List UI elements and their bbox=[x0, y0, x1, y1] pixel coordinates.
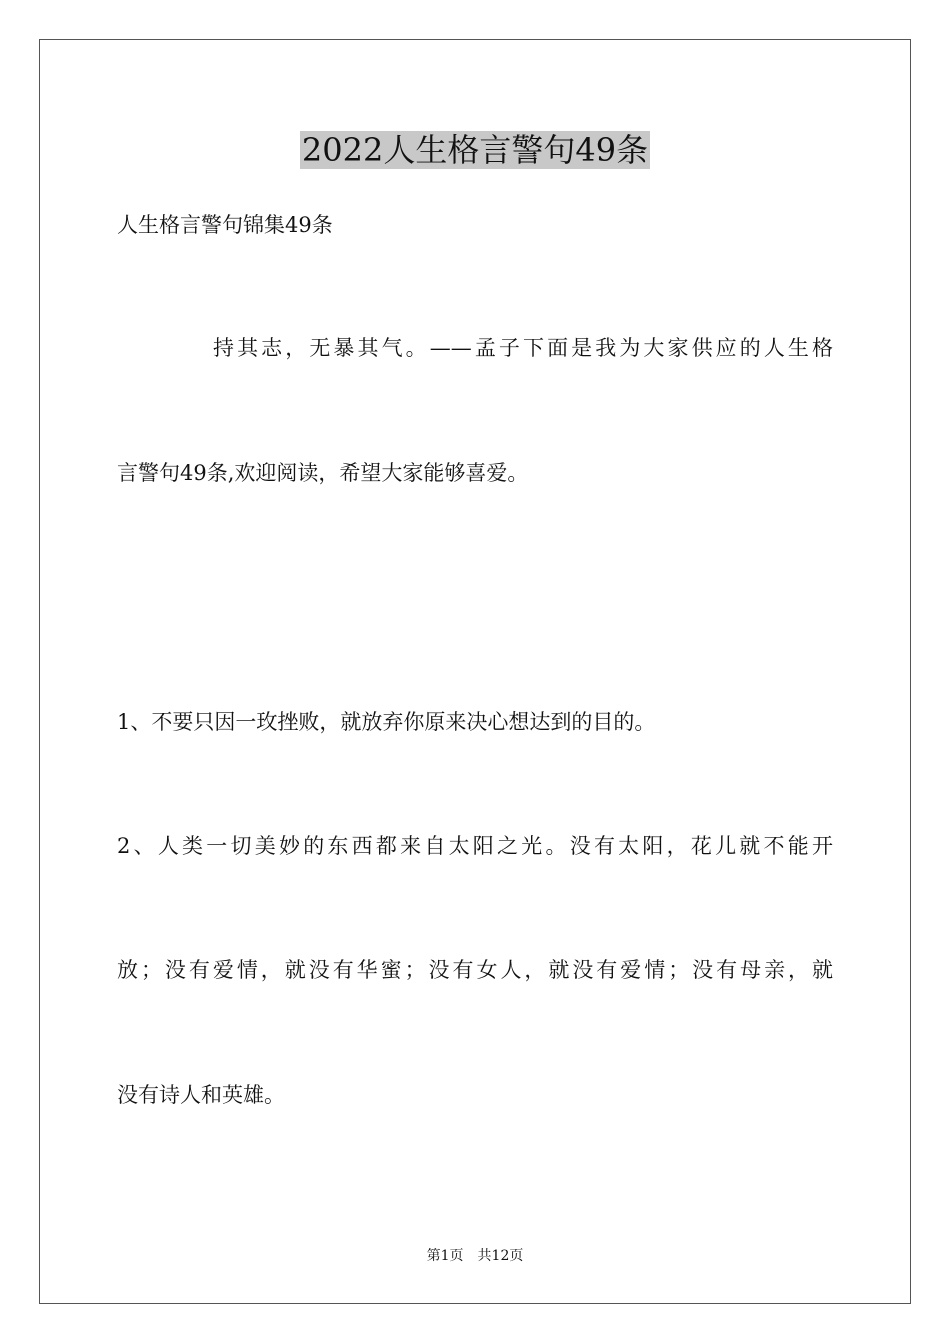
page-number-footer: 第1页 共12页 bbox=[426, 1248, 524, 1264]
document-title bbox=[0, 128, 950, 172]
document-title-text: 2022人生格言警句49条 bbox=[301, 131, 649, 169]
item-2-line-2: 放；没有爱情，就没有华蜜；没有女人，就没有爱情；没有母亲，就 bbox=[117, 958, 833, 982]
item-2-line-1: 2、人类一切美妙的东西都来自太阳之光。没有太阳，花儿就不能开 bbox=[117, 834, 833, 858]
document-subtitle: 人生格言警句锦集49条 bbox=[117, 213, 333, 237]
intro-line-1: 持其志，无暴其气。——孟子下面是我为大家供应的人生格 bbox=[213, 336, 833, 360]
intro-line-2: 言警句49条,欢迎阅读，希望大家能够喜爱。 bbox=[117, 461, 529, 485]
item-2-line-3: 没有诗人和英雄。 bbox=[117, 1083, 285, 1107]
item-1-line-1: 1、不要只因一玫挫败，就放弃你原来决心想达到的目的。 bbox=[117, 710, 656, 734]
